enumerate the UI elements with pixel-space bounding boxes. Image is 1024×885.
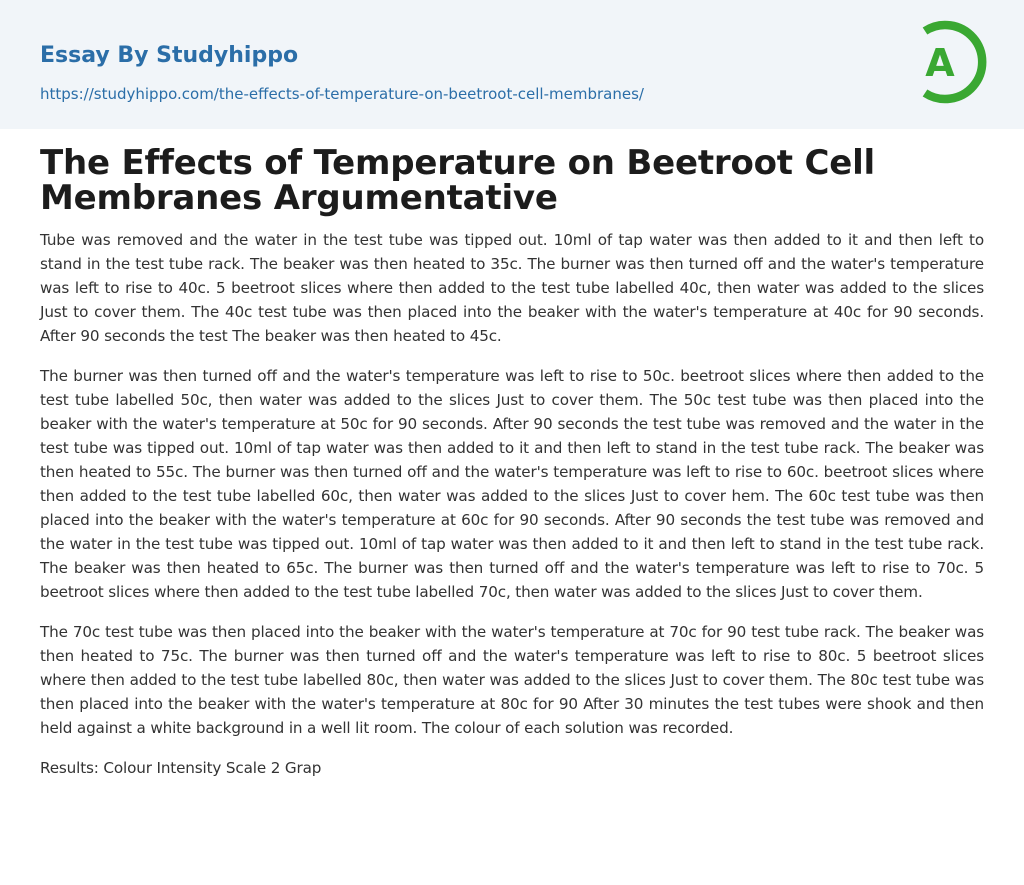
studyhippo-logo-icon[interactable]	[911, 18, 987, 106]
brand-title[interactable]: Essay By Studyhippo	[40, 43, 299, 68]
logo-letter: A	[925, 41, 955, 85]
paragraph-3: The 70c test tube was then placed into the beaker with the water's temperature at 70c for 90 test tube rack. The beaker was then heated to 75c. The burner was then turned off and the water's temperature was left to rise to 80c. 5 beetroot slices where then added to the test tube labelled 80c, then water was added to the slices Just to cover them. The 80c test tube was then placed into the beaker with the water's temperature at 80c for 90 After 30 minutes the test tubes were shook and then held against a white background in a well lit room. The colour of each solution was recorded.	[40, 623, 984, 737]
paragraph-2: The burner was then turned off and the water's temperature was left to rise to 50c. beetroot slices where then added to the test tube labelled 50c, then water was added to the slices Just to cover them. The 50c test tube was then placed into the beaker with the water's temperature at 50c for 90 seconds. After 90 seconds the test tube was removed and the water in the test tube was tipped out. 10ml of tap water was then added to it and then left to stand in the test tube rack. The beaker was then heated to 55c. The burner was then turned off and the water's temperature was left to rise to 60c. beetroot slices where then added to the test tube labelled 60c, then water was added to the slices Just to cover hem. The 60c test tube was then placed into the beaker with the water's temperature at 60c for 90 seconds. After 90 seconds the test tube was removed and the water in the test tube was tipped out. 10ml of tap water was then added to it and then left to stand in the test tube rack. The beaker was then heated to 65c. The burner was then turned off and the water's temperature was left to rise to 70c. 5 beetroot slices where then added to the test tube labelled 70c, then water was added to the slices Just to cover them.	[40, 367, 984, 601]
results-line: Results: Colour Intensity Scale 2 Grap	[40, 759, 322, 777]
source-url-link[interactable]: https://studyhippo.com/the-effects-of-temperature-on-beetroot-cell-membranes/	[40, 85, 644, 103]
page-header	[0, 0, 1024, 129]
paragraph-1: Tube was removed and the water in the test tube was tipped out. 10ml of tap water was then added to it and then left to stand in the test tube rack. The beaker was then heated to 35c. The burner was then turned off and the water's temperature was left to rise to 40c. 5 beetroot slices where then added to the test tube labelled 40c, then water was added to the slices Just to cover them. The 40c test tube was then placed into the beaker with the water's temperature at 40c for 90 seconds. After 90 seconds the test The beaker was then heated to 45c.	[40, 231, 984, 345]
article	[40, 143, 984, 780]
article-title: The Effects of Temperature on Beetroot Cell Membranes Argumentative	[40, 143, 876, 218]
